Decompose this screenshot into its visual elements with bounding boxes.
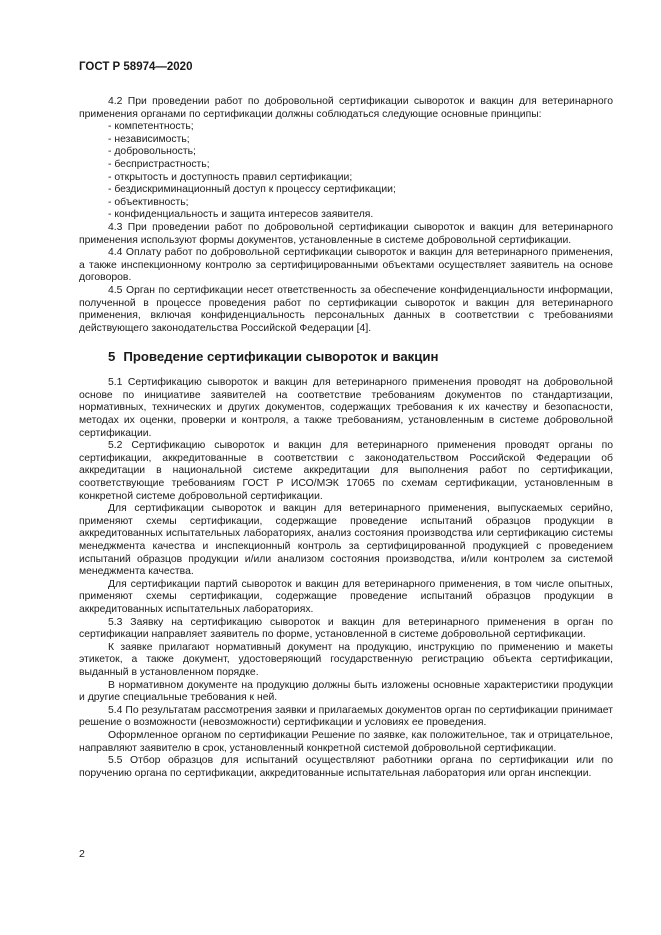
paragraph: 4.5 Орган по сертификации несет ответственность за обеспечение конфиденциальности информации, полученной в процессе проведения работ по сертификации сывороток и вакцин для ветеринарного применения, включая конфиденциальность персональных данных в соответствии с требованиями действующего законодательства Российской Федерации [4]. <box>79 284 613 334</box>
section-number: 5 <box>108 349 116 365</box>
section-heading <box>79 349 613 365</box>
list-item: - бездискриминационный доступ к процессу сертификации; <box>108 184 396 196</box>
paragraph: В нормативном документе на продукцию должны быть изложены основные характеристики продукции и другие специальные требования к ней. <box>79 679 613 704</box>
paragraph: Для сертификации партий сывороток и вакцин для ветеринарного применения, в том числе опытных, применяют схемы сертификации, содержащие проведение испытаний образцов продукции в аккредитованных испытательных лабораториях. <box>79 578 613 615</box>
list-item: - открытость и доступность правил сертификации; <box>108 171 353 183</box>
document-header: ГОСТ Р 58974—2020 <box>79 61 193 73</box>
paragraph: К заявке прилагают нормативный документ на продукцию, инструкцию по применению и макеты этикеток, а также документ, удостоверяющий государственную регистрацию объекта сертификации, выданный в установленном порядке. <box>79 641 613 678</box>
section-title: Проведение сертификации сывороток и вакцин <box>123 349 439 365</box>
list-item: - беспристрастность; <box>108 158 210 170</box>
paragraph: Для сертификации сывороток и вакцин для ветеринарного применения, выпускаемых серийно, применяют схемы сертификации, содержащие проведение испытаний образцов продукции в аккредитованных испытательных лабораториях, анализ состояния производства или сертификацию системы менеджмента качества и инспекционный контроль за сертифицированной продукцией с проведением испытаний образцов продукции и/или анализом состояния производства, и/или контролем за системой менеджмента качества. <box>79 503 613 578</box>
list-item: - конфиденциальность и защита интересов заявителя. <box>108 209 374 221</box>
list-item: - независимость; <box>108 133 190 145</box>
list-item: - компетентность; <box>108 121 194 133</box>
paragraph: 5.3 Заявку на сертификацию сывороток и вакцин для ветеринарного применения в орган по сертификации направляет заявитель по форме, установленной в системе добровольной сертификации. <box>79 616 613 641</box>
page-number: 2 <box>79 848 85 860</box>
list-item: - объективность; <box>108 196 189 208</box>
paragraph: 4.3 При проведении работ по добровольной сертификации сывороток и вакцин для ветеринарного применения используют формы документов, установленные в системе добровольной сертификации. <box>79 221 613 246</box>
paragraph: 4.4 Оплату работ по добровольной сертификации сывороток и вакцин для ветеринарного применения, а также инспекционному контролю за сертифицированными объектами осуществляет заявитель на основе договоров. <box>79 247 613 284</box>
document-body <box>79 96 613 780</box>
paragraph: Оформленное органом по сертификации Решение по заявке, как положительное, так и отрицательное, направляют заявителю в срок, установленный конкретной системой добровольной сертификации. <box>79 729 613 754</box>
list-item: - добровольность; <box>108 146 196 158</box>
paragraph: 5.2 Сертификацию сывороток и вакцин для ветеринарного применения проводят органы по сертификации, аккредитованные в соответствии с законодательством Российской Федерации об аккредитации в национальной системе аккредитации для выполнения работ по сертификации, соответствующие требованиям ГОСТ Р ИСО/МЭК 17065 по схемам сертификации, установленным в конкретной системе добровольной сертификации. <box>79 440 613 502</box>
paragraph: 5.1 Сертификацию сывороток и вакцин для ветеринарного применения проводят на добровольной основе по инициативе заявителей на соответствие требованиям документов по стандартизации, нормативных, технических и других документов, содержащих требования к их качеству и безопасности, методах их оценки, проверки и контроля, а также требованиям, установленным в системе добровольной сертификации. <box>79 377 613 439</box>
paragraph: 4.2 При проведении работ по добровольной сертификации сывороток и вакцин для ветеринарного применения органами по сертификации должны соблюдаться следующие основные принципы: <box>79 96 613 120</box>
paragraph: 5.4 По результатам рассмотрения заявки и прилагаемых документов орган по сертификации принимает решение о возможности (невозможности) сертификации и условиях ее проведения. <box>79 704 613 729</box>
paragraph: 5.5 Отбор образцов для испытаний осуществляют работники органа по сертификации или по поручению органа по сертификации, аккредитованные испытательная лаборатория или орган инспекции. <box>79 755 613 779</box>
